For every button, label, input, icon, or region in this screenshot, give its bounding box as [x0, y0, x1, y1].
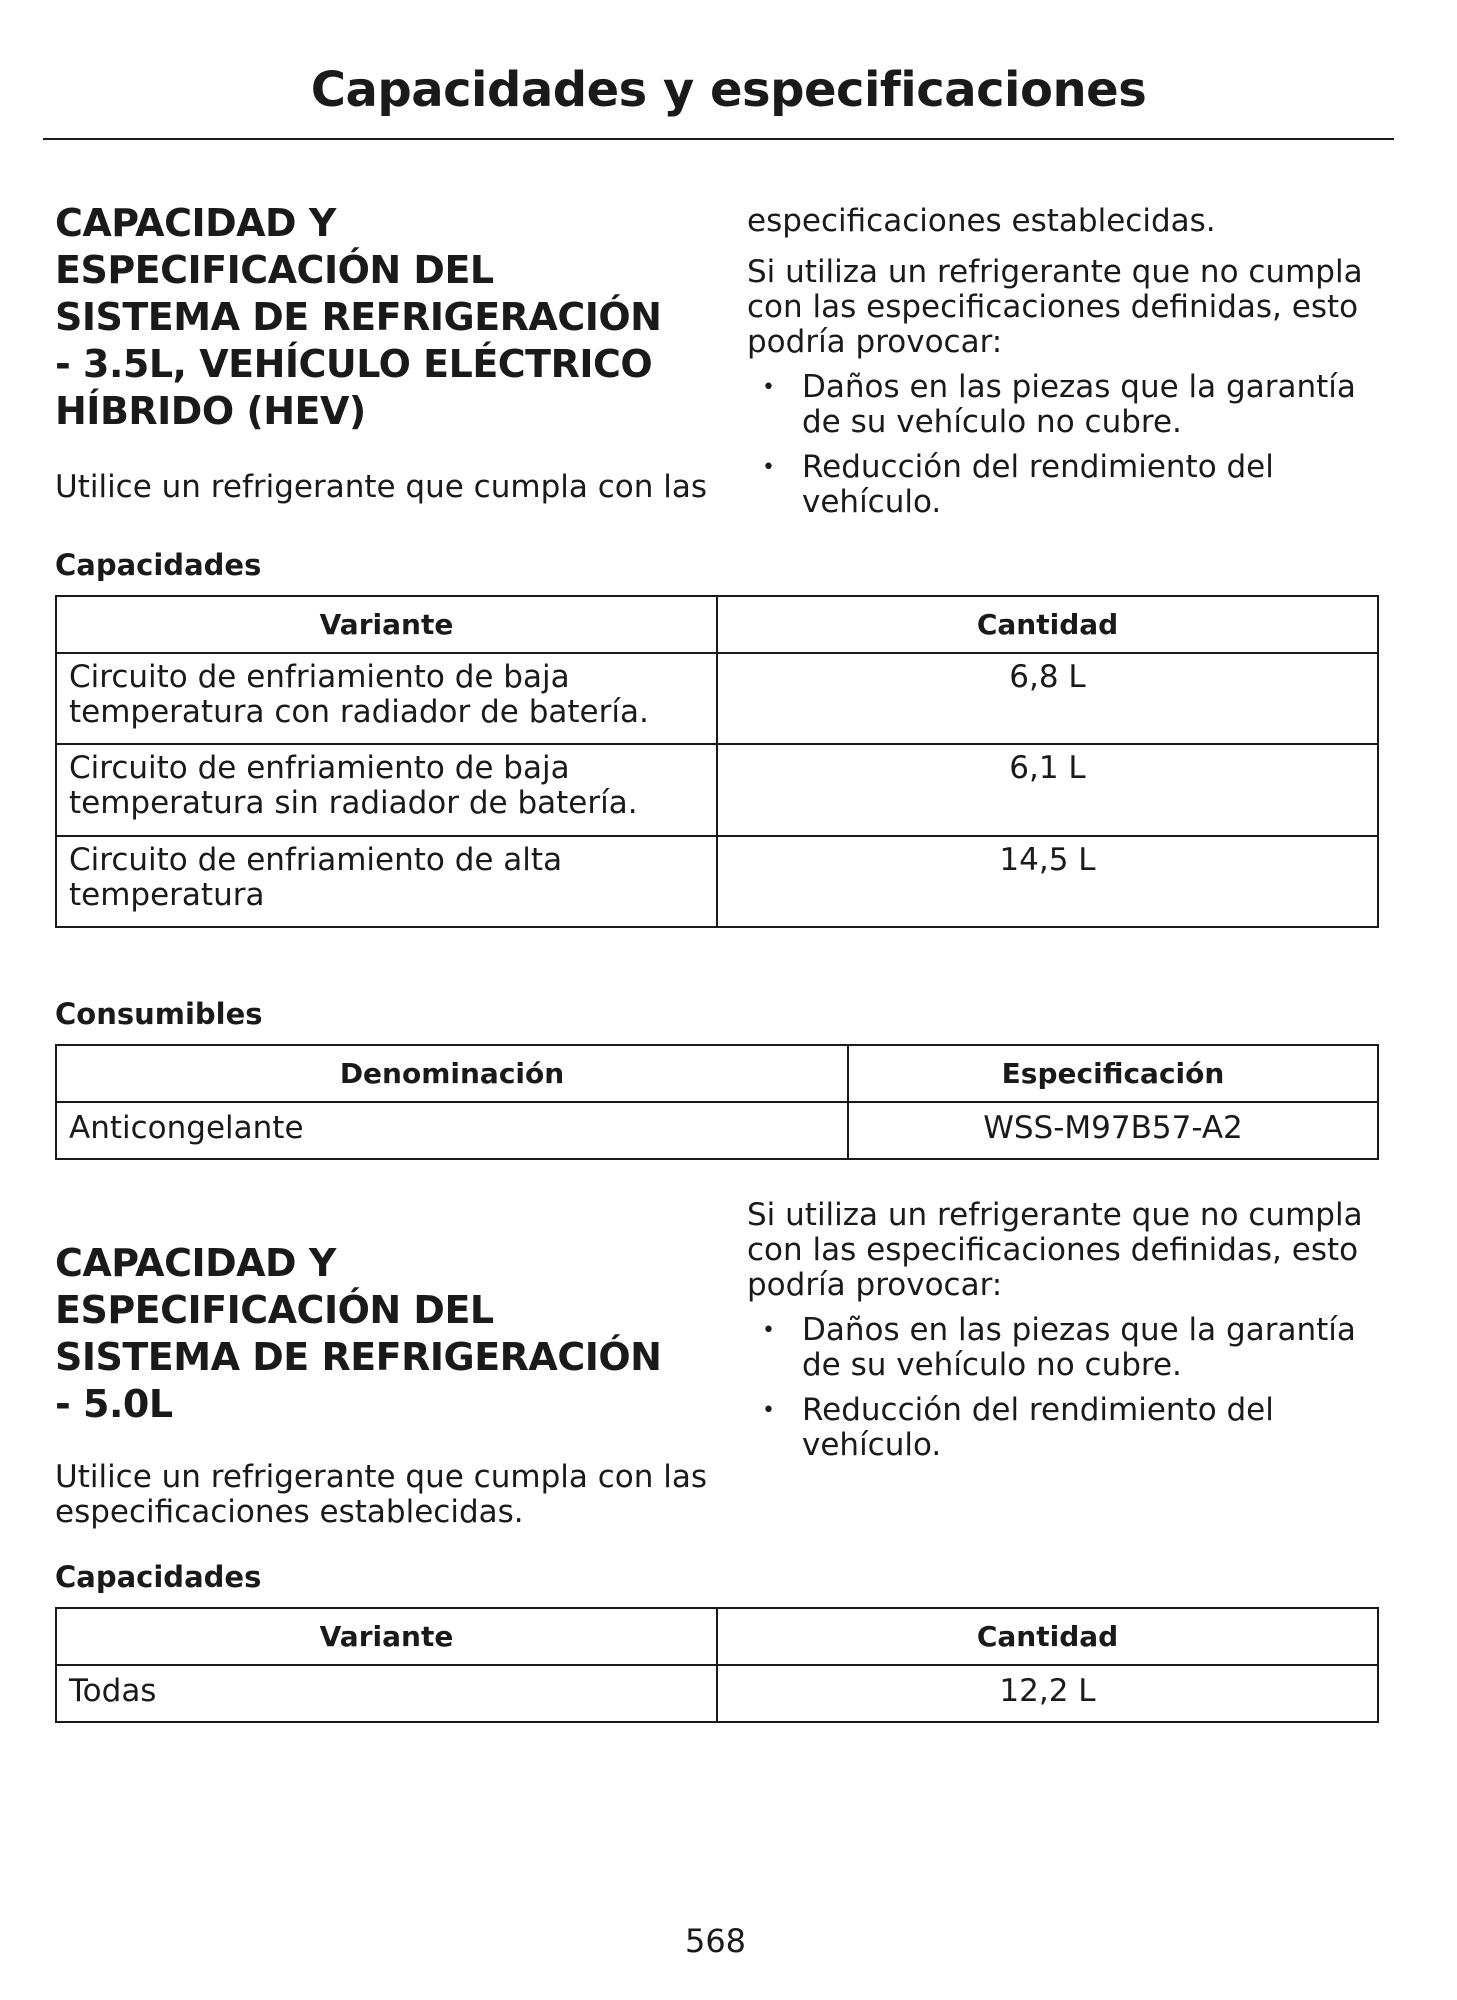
table-row — [56, 1102, 1378, 1159]
bullet-icon: • — [762, 375, 775, 400]
capacities-label: Capacidades — [55, 1560, 262, 1594]
heading-line: HÍBRIDO (HEV) — [55, 389, 366, 433]
list-item: • Reducción del rendimiento del vehículo. — [762, 449, 1274, 520]
heading-line: ESPECIFICACIÓN DEL — [55, 248, 494, 292]
column-header: Denominación — [56, 1045, 848, 1102]
heading-line: - 5.0L — [55, 1382, 173, 1426]
consumables-table — [55, 1044, 1379, 1160]
table-row — [56, 744, 1378, 836]
title-divider — [43, 138, 1394, 140]
column-header: Variante — [56, 596, 717, 653]
consumables-label: Consumibles — [55, 997, 263, 1031]
column-header: Cantidad — [717, 1608, 1378, 1665]
quantity-cell: 6,8 L — [717, 653, 1378, 744]
intro-text: Utilice un refrigerante que cumpla con las — [55, 469, 707, 505]
right-column-hev — [747, 204, 1387, 530]
section-heading-50l — [55, 1240, 715, 1428]
intro-text: Utilice un refrigerante que cumpla con las especificaciones establecidas. — [55, 1459, 707, 1530]
capacities-table-hev — [55, 595, 1379, 928]
bullet-icon: • — [762, 1318, 775, 1343]
quantity-cell: 14,5 L — [717, 836, 1378, 927]
column-header: Cantidad — [717, 596, 1378, 653]
heading-line: CAPACIDAD Y — [55, 1241, 336, 1285]
capacities-table-50l — [55, 1607, 1379, 1723]
consequence-list — [747, 370, 1387, 520]
variant-cell: Circuito de enfriamiento de baja temperatura sin radiador de batería. — [56, 744, 717, 836]
capacities-label: Capacidades — [55, 548, 262, 582]
section-heading-hev — [55, 200, 715, 435]
heading-line: SISTEMA DE REFRIGERACIÓN — [55, 295, 662, 339]
right-column-50l — [747, 1198, 1387, 1473]
page-title: Capacidades y especificaciones — [310, 62, 1147, 118]
bullet-icon: • — [762, 1398, 775, 1423]
heading-line: ESPECIFICACIÓN DEL — [55, 1288, 494, 1332]
quantity-cell: 6,1 L — [717, 744, 1378, 836]
intro-continuation: especificaciones establecidas. — [747, 203, 1216, 239]
page-number: 568 — [684, 1922, 747, 1960]
heading-line: SISTEMA DE REFRIGERACIÓN — [55, 1335, 662, 1379]
column-header: Variante — [56, 1608, 717, 1665]
denomination-cell: Anticongelante — [56, 1102, 848, 1159]
variant-cell: Circuito de enfriamiento de baja temperatura con radiador de batería. — [56, 653, 717, 744]
variant-cell: Circuito de enfriamiento de alta temperatura — [56, 836, 717, 927]
specification-cell: WSS-M97B57-A2 — [848, 1102, 1378, 1159]
heading-line: CAPACIDAD Y — [55, 201, 336, 245]
bullet-icon: • — [762, 455, 775, 480]
list-item: • Reducción del rendimiento del vehículo. — [762, 1392, 1274, 1463]
table-row — [56, 836, 1378, 927]
table-row — [56, 653, 1378, 744]
table-row — [56, 1665, 1378, 1722]
quantity-cell: 12,2 L — [717, 1665, 1378, 1722]
list-item: • Daños en las piezas que la garantía de su vehículo no cubre. — [762, 369, 1356, 440]
heading-line: - 3.5L, VEHÍCULO ELÉCTRICO — [55, 342, 653, 386]
column-header: Especificación — [848, 1045, 1378, 1102]
warning-text: Si utiliza un refrigerante que no cumpla con las especificaciones definidas, esto podría provocar: — [747, 254, 1363, 360]
warning-text: Si utiliza un refrigerante que no cumpla con las especificaciones definidas, esto podría provocar: — [747, 1197, 1363, 1303]
list-item: • Daños en las piezas que la garantía de su vehículo no cubre. — [762, 1312, 1356, 1383]
variant-cell: Todas — [56, 1665, 717, 1722]
consequence-list — [747, 1313, 1387, 1463]
